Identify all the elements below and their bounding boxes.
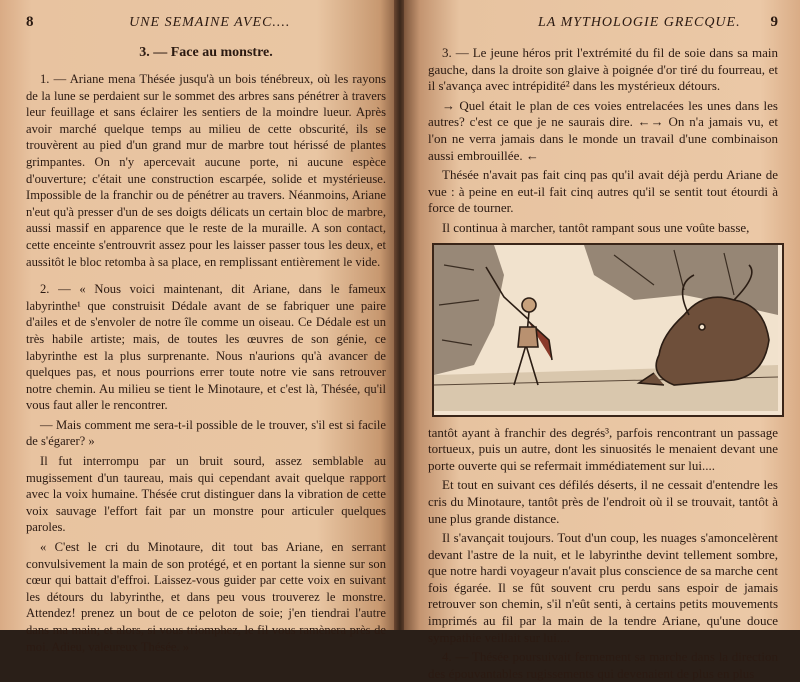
paragraph: Il continua à marcher, tantôt rampant sous une voûte basse,	[442, 219, 750, 235]
paragraph: « C'est le cri du Minotaure, dit tout bas Ariane, en serrant convulsivement la main de son protégé, et en portant la sienne sur son cœur qui battait d'effroi. Laissez-vous guider par cette voix en suivant les détours du labyrinthe, et dans peu vous trouverez le monstre. Attendez! prenez un bout de ce peloton de soie; j'en tiendrai l'autre dans ma main; et alors, si vous triomphez, le fil vous ramènera près de moi. Adieu, valeureux Thésée. »	[26, 540, 386, 654]
paragraph: — Mais comment me sera-t-il possible de le trouver, s'il est si facile de s'égarer? »	[26, 417, 386, 449]
left-page-number: 8	[26, 14, 34, 30]
paragraph: Il s'avançait toujours. Tout d'un coup, les nuages s'amoncelèrent devant l'astre de la nuit, et le labyrinthe devint tellement sombre, que notre hardi voyageur n'avait plus conscience de sa marche cent fois égarée. Il se fût souvent cru perdu sans espoir de jamais retrouver son chemin, s'il n'eût senti, à certains petits mouvements imprimés au fil par la main de la tendre Ariane, qu'une douce sympathie veillait sur lui....	[428, 530, 778, 645]
right-page	[404, 0, 800, 681]
paragraph: Thésée n'avait pas fait cinq pas qu'il avait déjà perdu Ariane de vue : à peine en eut-il fait cinq autres qu'il se sentit tout étourdi à force de tourner.	[428, 167, 778, 216]
right-page-number: 9	[770, 14, 778, 30]
left-page	[0, 0, 396, 654]
left-running-title: UNE SEMAINE AVEC....	[129, 15, 291, 30]
left-running-head	[26, 14, 386, 31]
paragraph: 2. — « Nous voici maintenant, dit Ariane, dans le fameux labyrinthe¹ que construisit Dédale avant de se fabriquer une paire d'ailes et de s'envoler de notre île comme un oiseau. Ce Dédale est un très habile artiste; mais, de toutes les œuvres de son génie, ce labyrinthe est la plus surprenante. Nous n'aurions qu'à avancer de quelques pas, et nous pourrions errer toute notre vie sans retrouver notre chemin. Au milieu se tient le Minotaure, et c'est là, Thésée, qu'il vous faut aller le rencontrer.	[26, 282, 386, 413]
paragraph: Il fut interrompu par un bruit sourd, assez semblable au mugissement d'un taureau, mais qui cependant avait quelque rapport avec la voix humaine. Thésée crut distinguer dans la vibration de cette voix sauvage l'effort fait par un monstre pour articuler quelques paroles.	[26, 454, 386, 535]
right-running-head	[428, 14, 778, 31]
paragraph: 1. — Ariane mena Thésée jusqu'à un bois ténébreux, où les rayons de la lune se perdaient sur le sommet des arbres sans pénétrer à travers leur feuillage et sans éclairer les sentiers de la moindre lueur. Après avoir marché quelque temps au milieu de cette obscurité, ils se trouvèrent au pied d'un grand mur de marbre tout hérissé de plantes grimpantes. On n'y apercevait aucune porte, ni aucune espèce d'ouverture; c'était une construction escarpée, solide et mystérieuse. Impossible de la franchir ou de pénétrer au travers. Néanmoins, Ariane n'eut qu'à presser d'un de ses doigts délicats un certain bloc de marbre, aussi massif en apparence que le reste de la muraille. A son contact, cette enceinte s'entrouvrit assez pour les laisser passer tous les deux, et aussitôt le bloc retomba à sa place, en remplissant entièrement le vide.	[26, 72, 386, 269]
paragraph: 4. — Thésée poursuivait fermement sa marche dans la direction des épouvantables rugissements qui devenaient de plus en plus	[428, 649, 778, 681]
illustration-theseus-minotaur	[432, 243, 784, 417]
theseus-minotaur-drawing	[434, 245, 778, 411]
paragraph: tantôt ayant à franchir des degrés³, parfois rencontrant un passage tortueux, puis un autre, dont les sinuosités le menaient devant une porte ouverte qui se refermait immédiatement sur lui....	[428, 424, 778, 473]
paragraph: Et tout en suivant ces défilés déserts, il ne cessait d'entendre les cris du Minotaure, tantôt près de l'endroit où il se trouvait, tantôt à une plus grande distance.	[428, 477, 778, 526]
section-title: 3. — Face au monstre.	[139, 45, 273, 60]
paragraph: 3. — Le jeune héros prit l'extrémité du fil de soie dans sa main gauche, dans la droite son glaive à poignée d'or tiré du fourreau, et il s'avança avec intrépidité² dans les mystérieux détours.	[428, 45, 778, 94]
paragraph: → Quel était le plan de ces voies entrelacées les unes dans les autres? c'est ce que je ne saurais dire. ←→ On n'a jamais vu, et l'on ne verra jamais dans le monde un travail d'une combinaison aussi embrouillée. ←	[428, 97, 778, 163]
right-running-title: LA MYTHOLOGIE GRECQUE.	[538, 15, 741, 30]
